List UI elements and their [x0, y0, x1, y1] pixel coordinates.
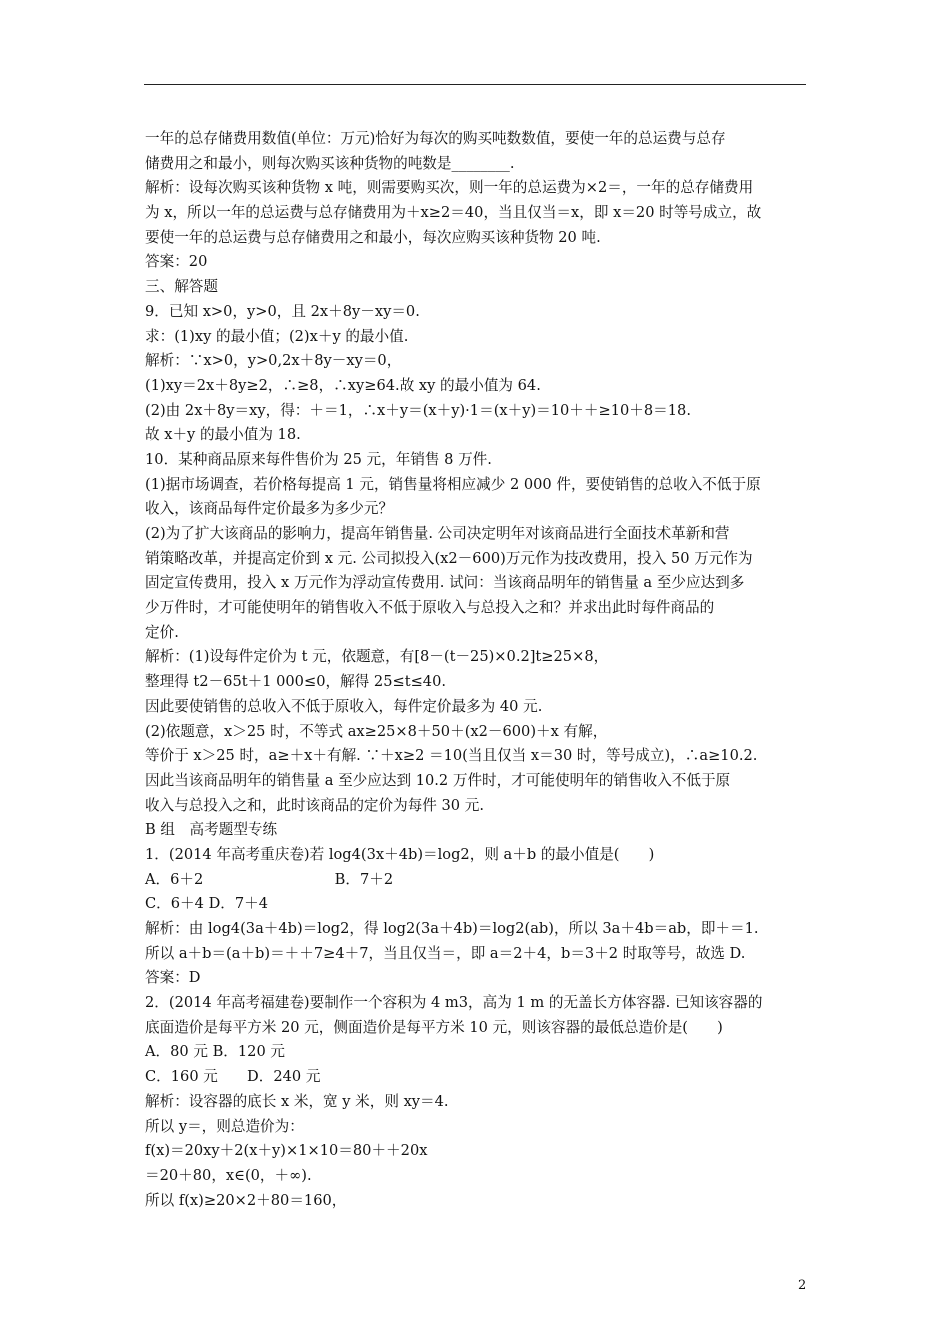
text-line: 销策略改革，并提高定价到 x 元. 公司拟投入(x2－600)万元作为技改费用，投入 50 万元作为 — [145, 549, 753, 567]
text-line: 解析：(1)设每件定价为 t 元，依题意，有[8－(t－25)×0.2]t≥25×8， — [145, 648, 609, 666]
text-line: 为 x，所以一年的总运费与总存储费用为＋x≥2＝40，当且仅当＝x，即 x＝20 时等号成立，故 — [145, 204, 762, 222]
text-line: C．160 元 D．240 元 — [145, 1068, 321, 1086]
text-line: (1)xy＝2x＋8y≥2，∴≥8，∴xy≥64.故 xy 的最小值为 64. — [145, 376, 541, 394]
text-line: 少万件时，才可能使明年的销售收入不低于原收入与总投入之和？并求出此时每件商品的 — [145, 599, 715, 617]
text-line: (2)由 2x＋8y＝xy，得：＋＝1，∴x＋y＝(x＋y)·1＝(x＋y)＝10＋＋≥10＋8＝18. — [145, 401, 691, 419]
text-line: 收入，该商品每件定价最多为多少元？ — [145, 500, 394, 518]
header-rule — [144, 84, 806, 85]
text-line: 固定宣传费用，投入 x 万元作为浮动宣传费用. 试问：当该商品明年的销售量 a 至少应达到多 — [145, 574, 745, 592]
text-line: 答案：D — [145, 969, 201, 987]
text-line: 解析：设容器的底长 x 米，宽 y 米，则 xy＝4. — [145, 1092, 449, 1110]
document-body — [145, 127, 809, 1213]
text-line: 底面造价是每平方米 20 元，侧面造价是每平方米 10 元，则该容器的最低总造价是( ) — [145, 1018, 723, 1036]
text-line: 要使一年的总运费与总存储费用之和最小，每次应购买该种货物 20 吨. — [145, 228, 601, 246]
text-line: 求：(1)xy 的最小值；(2)x＋y 的最小值. — [145, 327, 409, 345]
text-line: 故 x＋y 的最小值为 18. — [145, 426, 301, 444]
text-line: 三、解答题 — [145, 278, 218, 296]
text-line: 因此要使销售的总收入不低于原收入，每件定价最多为 40 元. — [145, 697, 543, 715]
text-line: C．6＋4 D．7＋4 — [145, 895, 269, 913]
text-line: 答案：20 — [145, 253, 208, 271]
text-line: 所以 f(x)≥20×2＋80＝160， — [145, 1191, 347, 1209]
text-line: A．80 元 B．120 元 — [145, 1043, 285, 1061]
text-line: A．6＋2 B．7＋2 — [145, 870, 394, 888]
text-line: 所以 a＋b＝(a＋b)＝＋＋7≥4＋7，当且仅当＝，即 a＝2＋4，b＝3＋2 时取等号，故选 D. — [145, 944, 746, 962]
text-line: 因此当该商品明年的销售量 a 至少应达到 10.2 万件时，才可能使明年的销售收入不低于原 — [145, 771, 731, 789]
text-line: 收入与总投入之和，此时该商品的定价为每件 30 元. — [145, 796, 484, 814]
text-line: 等价于 x＞25 时，a≥＋x＋有解. ∵＋x≥2 ＝10(当且仅当 x＝30 时，等号成立)，∴a≥10.2. — [145, 747, 758, 765]
text-line: 储费用之和最小，则每次购买该种货物的吨数是________. — [145, 154, 515, 172]
text-line: 9．已知 x>0，y>0，且 2x＋8y－xy＝0. — [145, 302, 420, 320]
text-line: 定价. — [145, 623, 179, 641]
text-line: (2)依题意，x＞25 时，不等式 ax≥25×8＋50＋(x2－600)＋x 有解， — [145, 722, 608, 740]
text-line: 解析：∵x>0，y>0,2x＋8y－xy＝0， — [145, 352, 402, 370]
text-line: 一年的总存储费用数值(单位：万元)恰好为每次的购买吨数数值，要使一年的总运费与总存 — [145, 130, 726, 147]
text-line: f(x)＝20xy＋2(x＋y)×1×10＝80＋＋20x — [145, 1142, 428, 1160]
text-line: B 组 高考题型专练 — [145, 821, 278, 839]
text-line: (2)为了扩大该商品的影响力，提高年销售量. 公司决定明年对该商品进行全面技术革新和营 — [145, 525, 730, 542]
text-line: 解析：设每次购买该种货物 x 吨，则需要购买次，则一年的总运费为×2＝，一年的总存储费用 — [145, 179, 754, 197]
text-line: 解析：由 log4(3a＋4b)＝log2，得 log2(3a＋4b)＝log2(ab)，所以 3a＋4b＝ab，即＋＝1. — [145, 920, 759, 937]
text-line: 10．某种商品原来每件售价为 25 元，年销售 8 万件. — [145, 450, 492, 468]
page-number: 2 — [798, 1278, 807, 1293]
text-line: 1．(2014 年高考重庆卷)若 log4(3x＋4b)＝log2，则 a＋b 的最小值是( ) — [145, 845, 655, 863]
text-line: 2．(2014 年高考福建卷)要制作一个容积为 4 m3，高为 1 m 的无盖长方体容器. 已知该容器的 — [145, 994, 763, 1012]
text-line: 整理得 t2－65t＋1 000≤0，解得 25≤t≤40. — [145, 673, 447, 691]
text-line: 所以 y＝，则总造价为： — [145, 1117, 304, 1135]
text-line: ＝20＋80，x∈(0，＋∞). — [145, 1166, 312, 1184]
text-line: (1)据市场调查，若价格每提高 1 元，销售量将相应减少 2 000 件，要使销售的总收入不低于原 — [145, 475, 761, 493]
